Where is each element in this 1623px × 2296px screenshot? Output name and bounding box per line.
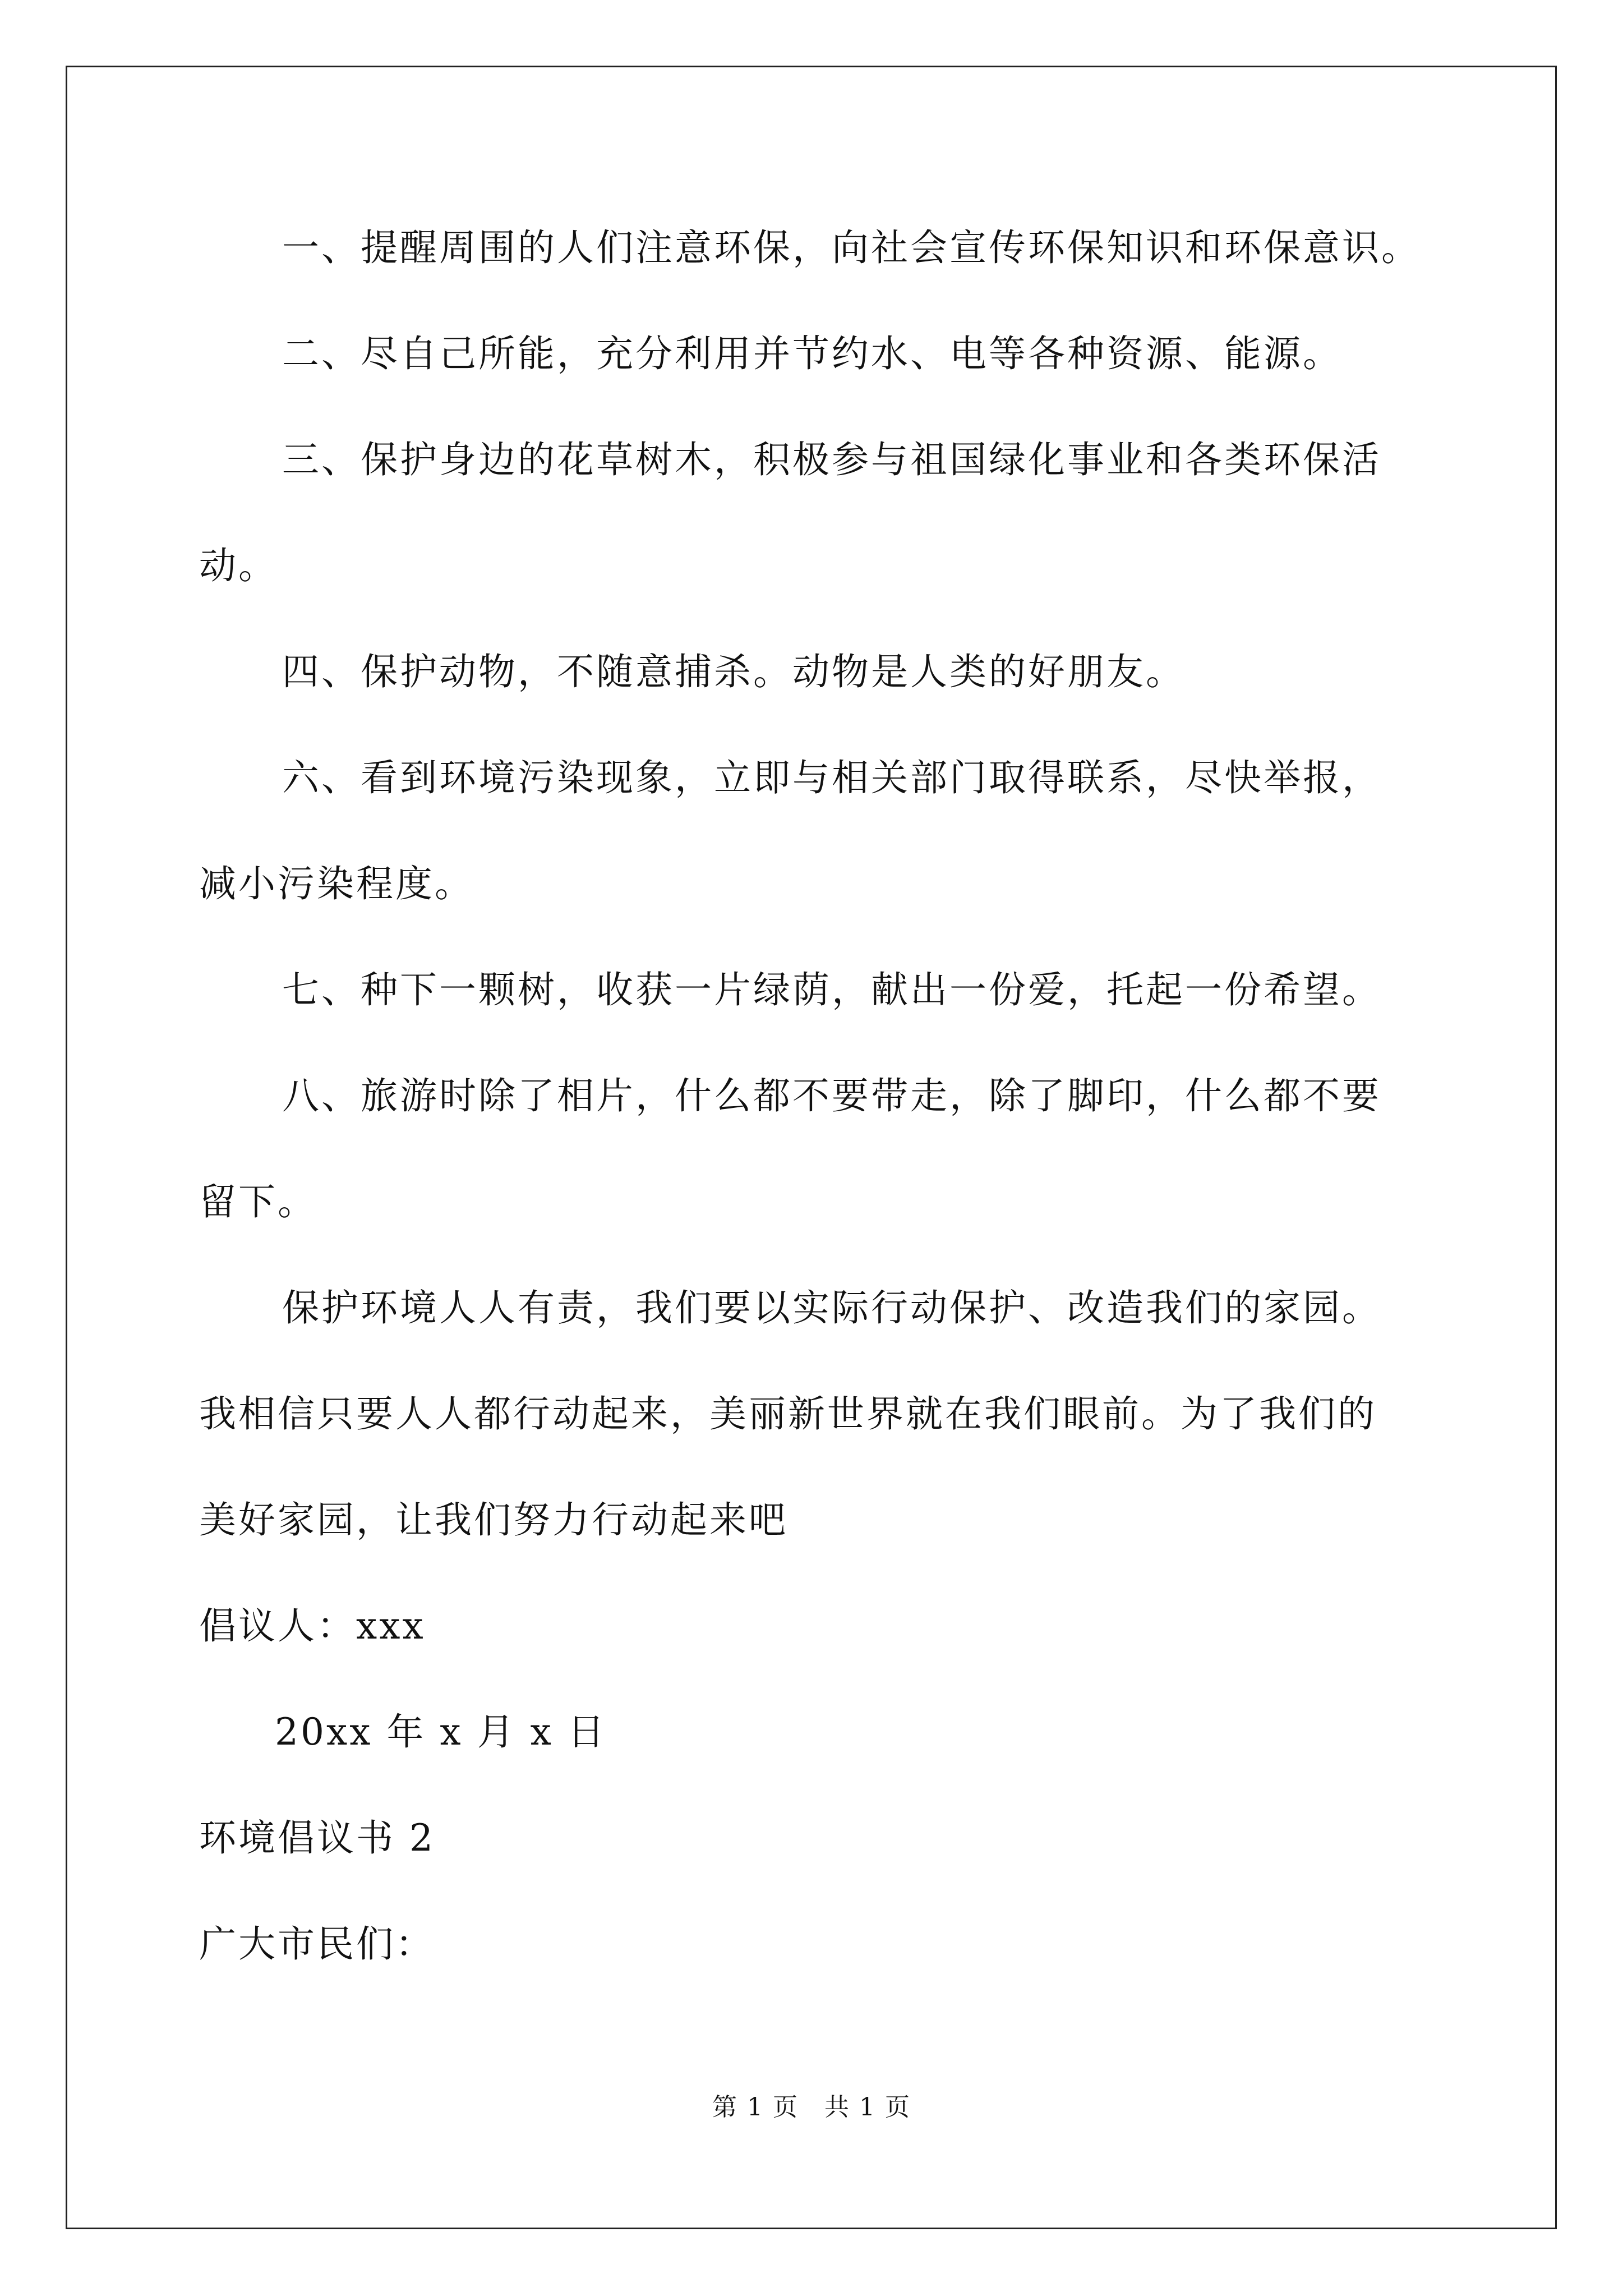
item-6-report-pollution: 六、看到环境污染现象，立即与相关部门取得联系，尽快举报， [282, 756, 1381, 799]
item-1-remind-environmental-protection: 一、提醒周围的人们注意环保，向社会宣传环保知识和环保意识。 [282, 226, 1421, 269]
salutation: 广大市民们： [199, 1922, 435, 1966]
item-7-plant-tree: 七、种下一颗树，收获一片绿荫，献出一份爱，托起一份希望。 [282, 968, 1381, 1011]
item-4-protect-animals: 四、保护动物，不随意捕杀。动物是人类的好朋友。 [282, 650, 1185, 693]
item-3-protect-plants: 三、保护身边的花草树木，积极参与祖国绿化事业和各类环保活 [282, 438, 1381, 481]
document-body [199, 195, 1433, 1997]
page-footer [0, 2087, 1623, 2123]
closing-paragraph-line-3: 美好家园，让我们努力行动起来吧 [199, 1498, 788, 1542]
date-line: 20xx 年 x 月 x 日 [275, 1710, 607, 1754]
item-2-save-resources: 二、尽自己所能，充分利用并节约水、电等各种资源、能源。 [282, 332, 1342, 375]
closing-paragraph-line-1: 保护环境人人有责，我们要以实际行动保护、改造我们的家园。 [282, 1286, 1381, 1329]
closing-paragraph-line-2: 我相信只要人人都行动起来，美丽新世界就在我们眼前。为了我们的 [199, 1392, 1377, 1435]
total-pages: 共 1 页 [824, 2093, 911, 2122]
page-number: 第 1 页 [712, 2093, 799, 2122]
item-8-continuation: 留下。 [199, 1180, 317, 1223]
section-title: 环境倡议书 2 [199, 1816, 435, 1860]
initiator-signature: 倡议人：xxx [199, 1604, 426, 1648]
item-8-travel: 八、旅游时除了相片，什么都不要带走，除了脚印，什么都不要 [282, 1074, 1381, 1117]
item-6-continuation: 减小污染程度。 [199, 862, 474, 905]
item-3-continuation: 动。 [199, 544, 278, 587]
